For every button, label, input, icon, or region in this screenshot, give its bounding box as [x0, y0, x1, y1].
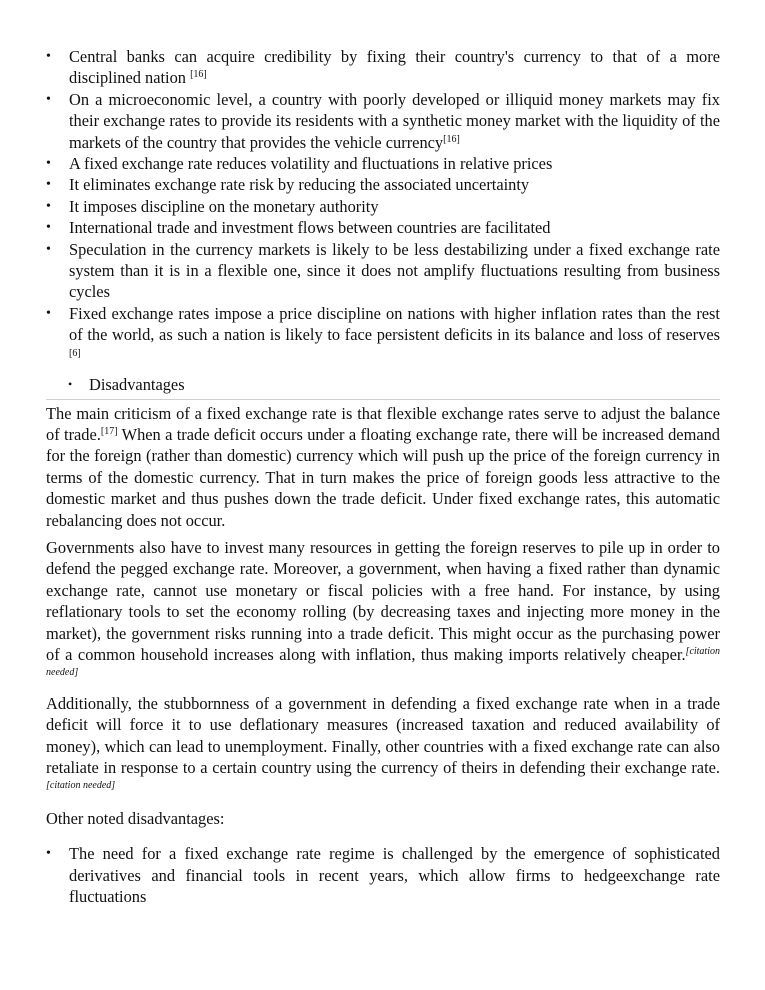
article-content	[46, 46, 720, 907]
disadvantages-heading	[46, 374, 720, 399]
section-heading-label[interactable]: Disadvantages	[89, 375, 185, 395]
list-item: • Fixed exchange rates impose a price discipline on nations with higher inflation rates than the rest of the world, as such a nation is likely to face persistent deficits in its balance and loss of reserves [6]	[46, 303, 720, 367]
reference-link[interactable]: [16]	[443, 133, 460, 145]
list-item: • It imposes discipline on the monetary authority	[46, 196, 720, 217]
bullet-icon: •	[68, 377, 73, 392]
list-item: • On a microeconomic level, a country with poorly developed or illiquid money markets may fix their exchange rates to provide its residents with a synthetic money market with the liquidity of the markets of the country that provides the vehicle currency[16]	[46, 89, 720, 153]
reference-link[interactable]: [17]	[100, 425, 118, 437]
reference-link[interactable]: [6]	[69, 347, 81, 359]
paragraph-trade-balance: The main criticism of a fixed exchange rate is that flexible exchange rates serve to adjust the balance of trade.[17] When a trade deficit occurs under a floating exchange rate, there will be increased demand for the foreign (rather than domestic) currency which will push up the price of the foreign currency in terms of the domestic currency. That in turn makes the price of foreign goods less attractive to the domestic market and thus pushes down the trade deficit. Under fixed exchange rates, this automatic rebalancing does not occur.	[46, 403, 721, 530]
list-item: • A fixed exchange rate reduces volatility and fluctuations in relative prices	[46, 153, 720, 174]
paragraph-stubbornness: Additionally, the stubbornness of a government in defending a fixed exchange rate when in a trade deficit will force it to use deflationary measures (increased taxation and reduced availability of money), which can lead to unemployment. Finally, other countries with a fixed exchange rate can also retaliate in response to a certain country using the currency of theirs in defending their exchange rate.[citation needed]	[46, 693, 720, 792]
citation-needed-link[interactable]: [citation needed]	[46, 645, 720, 679]
list-item: • Speculation in the currency markets is likely to be less destabilizing under a fixed exchange rate system than it is in a flexible one, since it does not amplify fluctuations resulting from business cycles	[46, 239, 720, 303]
reference-link[interactable]: [16]	[190, 69, 207, 81]
advantages-list	[46, 46, 720, 367]
other-disadvantages-list	[46, 843, 720, 907]
list-item: • Central banks can acquire credibility by fixing their country's currency to that of a more disciplined nation [16]	[46, 46, 720, 89]
citation-needed-link[interactable]: [citation needed]	[46, 780, 116, 792]
paragraph-reserves: Governments also have to invest many resources in getting the foreign reserves to pile up in order to defend the pegged exchange rate. Moreover, a government, when having a fixed rather than dynamic exchange rate, cannot use monetary or fiscal policies with a free hand. For instance, by using reflationary tools to set the economy rolling (by decreasing taxes and injecting more money in the market), the government risks running into a trade deficit. This might occur as the purchasing power of a common household increases along with inflation, thus making imports relatively cheaper.[citation needed]	[46, 537, 720, 679]
other-disadvantages-label: Other noted disadvantages:	[46, 808, 225, 828]
list-item: • The need for a fixed exchange rate regime is challenged by the emergence of sophisticated derivatives and financial tools in recent years, which allow firms to hedgeexchange rate fluctuations	[46, 843, 720, 907]
list-item: • International trade and investment flows between countries are facilitated	[46, 217, 720, 238]
list-item: • It eliminates exchange rate risk by reducing the associated uncertainty	[46, 174, 720, 195]
